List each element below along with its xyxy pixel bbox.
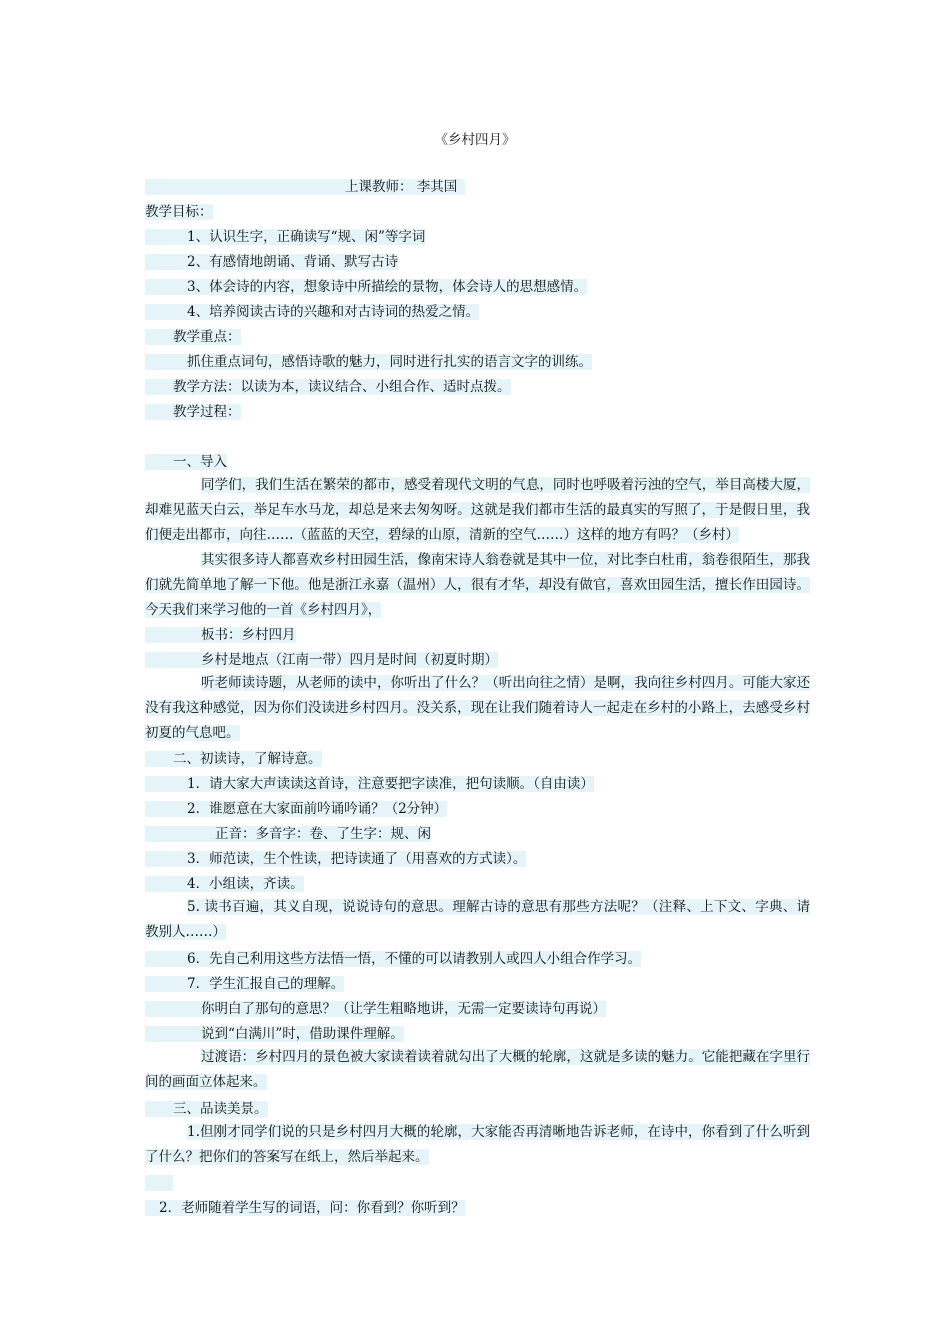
list-item: 7．学生汇报自己的理解。 [145, 975, 810, 993]
method-line: 教学方法：以读为本，读议结合、小组合作、适时点拨。 [145, 378, 810, 396]
board-line: 板书：乡村四月 [145, 626, 810, 644]
key-heading: 教学重点： [145, 328, 810, 346]
list-item-note: 正音：多音字：卷、了生字：规、闲 [145, 825, 810, 843]
objective-item: 3、体会诗的内容，想象诗中所描绘的景物，体会诗人的思想感情。 [145, 278, 810, 296]
paragraph: 同学们，我们生活在繁荣的都市，感受着现代文明的气息，同时也呼吸着污浊的空气，举目高楼大厦，却难见蓝天白云，举足车水马龙，却总是来去匆匆呀。这就是我们都市生活的最真实的写照了，于是假日里，我们便走出都市，向往……（蓝蓝的天空，碧绿的山原，清新的空气……）这样的地方有吗？（乡村） [145, 477, 810, 543]
teacher-line [345, 178, 645, 196]
teacher-text: 上课教师： 李其国 [345, 179, 458, 195]
list-item-note: 说到“白满川”时，借助课件理解。 [145, 1025, 810, 1043]
objective-item: 2、有感情地朗诵、背诵、默写古诗 [145, 253, 810, 271]
document-title [0, 128, 950, 148]
board-note: 乡村是地点（江南一带）四月是时间（初夏时期） [145, 651, 810, 669]
list-item: 3．师范读，生个性读，把诗读通了（用喜欢的方式读）。 [145, 850, 810, 868]
paragraph: 其实很多诗人都喜欢乡村田园生活，像南宋诗人翁卷就是其中一位，对比李白杜甫，翁卷很陌生，那我们就先简单地了解一下他。他是浙江永嘉（温州）人，很有才华，却没有做官，喜欢田园生活，擅长作田园诗。今天我们来学习他的一首《乡村四月》， [145, 552, 810, 618]
list-item: 4．小组读，齐读。 [145, 875, 810, 893]
paragraph: 1.但刚才同学们说的只是乡村四月大概的轮廓，大家能否再清晰地告诉老师，在诗中，你看到了什么听到了什么？把你们的答案写在纸上，然后举起来。 [145, 1124, 810, 1165]
section-heading: 三、品读美景。 [145, 1100, 810, 1118]
list-item: 2．老师随着学生写的词语，问：你看到？你听到？ [145, 1199, 810, 1217]
list-item-note: 你明白了那句的意思？（让学生粗略地讲，无需一定要读诗句再说） [145, 1000, 810, 1018]
key-text: 抓住重点词句，感悟诗歌的魅力，同时进行扎实的语言文字的训练。 [145, 353, 810, 371]
section-heading: 一、导入 [145, 453, 810, 471]
objectives-heading: 教学目标： [145, 204, 213, 220]
paragraph: 听老师读诗题，从老师的读中，你听出了什么？（听出向往之情）是啊，我向往乡村四月。可能大家还没有我这种感觉，因为你们没读进乡村四月。没关系，现在让我们随着诗人一起走在乡村的小路上，去感受乡村初夏的气息吧。 [145, 675, 810, 741]
highlight-bar [145, 1175, 173, 1191]
list-item: 2．谁愿意在大家面前吟诵吟诵？（2分钟） [145, 800, 810, 818]
transition-paragraph: 过渡语：乡村四月的景色被大家读着读着就勾出了大概的轮廓，这就是多读的魅力。它能把藏在字里行间的画面立体起来。 [145, 1049, 810, 1090]
list-item: 5. 读书百遍，其义自现，说说诗句的意思。理解古诗的意思有那些方法呢？（注释、上下文、字典、请教别人……） [145, 899, 810, 940]
process-heading: 教学过程： [145, 403, 810, 421]
title-text: 《乡村四月》 [434, 132, 516, 148]
objective-item: 4、培养阅读古诗的兴趣和对古诗词的热爱之情。 [145, 303, 810, 321]
list-item: 1．请大家大声读读这首诗，注意要把字读准，把句读顺。（自由读） [145, 775, 810, 793]
section-heading: 二、初读诗，了解诗意。 [145, 750, 810, 768]
list-item: 6．先自己利用这些方法悟一悟，不懂的可以请教别人或四人小组合作学习。 [145, 950, 810, 968]
objective-item: 1、认识生字，正确读写“规、闲”等字词 [145, 228, 810, 246]
